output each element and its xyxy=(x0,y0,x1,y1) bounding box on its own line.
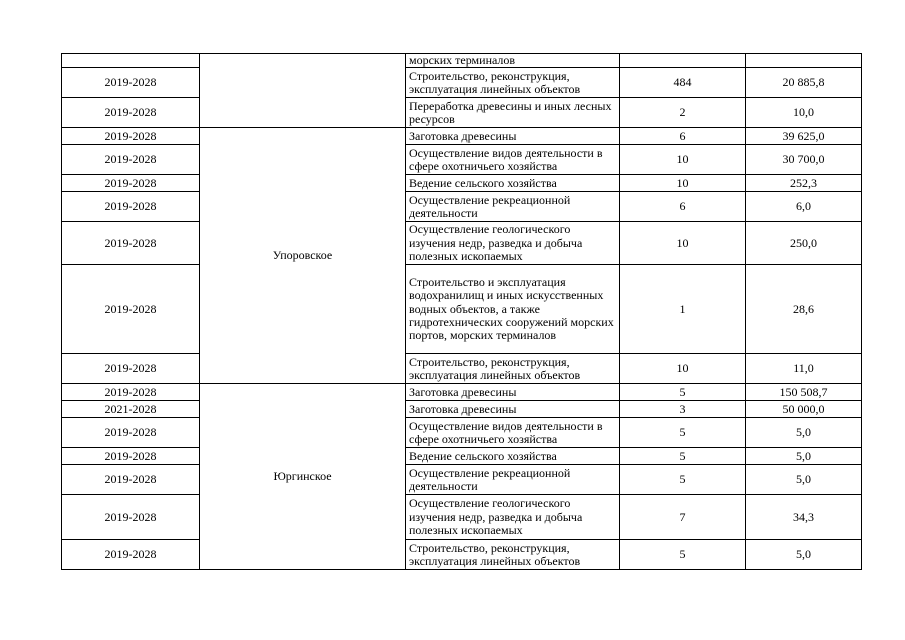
area-cell xyxy=(746,54,862,68)
activity-cell: Ведение сельского хозяйства xyxy=(406,448,620,465)
activity-cell: Строительство и эксплуатация водохранилищ и иных искусственных водных объектов, а также гидротехнических сооружений морских портов, морских терминалов xyxy=(406,265,620,354)
period-cell: 2019-2028 xyxy=(62,540,200,570)
table-row xyxy=(62,495,862,540)
period-cell: 2019-2028 xyxy=(62,384,200,401)
table-row xyxy=(62,354,862,384)
period-cell: 2019-2028 xyxy=(62,495,200,540)
data-table xyxy=(61,53,862,570)
table-row xyxy=(62,68,862,98)
area-cell: 10,0 xyxy=(746,98,862,128)
period-cell: 2019-2028 xyxy=(62,145,200,175)
activity-cell: Строительство, реконструкция, эксплуатация линейных объектов xyxy=(406,354,620,384)
area-cell: 50 000,0 xyxy=(746,401,862,418)
count-cell: 10 xyxy=(620,222,746,265)
area-cell: 5,0 xyxy=(746,465,862,495)
table-row xyxy=(62,192,862,222)
period-cell: 2019-2028 xyxy=(62,465,200,495)
area-cell: 250,0 xyxy=(746,222,862,265)
period-cell: 2019-2028 xyxy=(62,192,200,222)
area-cell: 6,0 xyxy=(746,192,862,222)
activity-cell: Осуществление видов деятельности в сфере охотничьего хозяйства xyxy=(406,418,620,448)
forestry-district-cell xyxy=(200,54,406,128)
area-cell: 39 625,0 xyxy=(746,128,862,145)
activity-cell: Строительство, реконструкция, эксплуатация линейных объектов xyxy=(406,540,620,570)
table-row xyxy=(62,54,862,68)
forestry-district-cell: Упоровское xyxy=(200,128,406,384)
area-cell: 28,6 xyxy=(746,265,862,354)
period-cell: 2019-2028 xyxy=(62,418,200,448)
period-cell: 2019-2028 xyxy=(62,222,200,265)
period-cell: 2019-2028 xyxy=(62,448,200,465)
table-row xyxy=(62,401,862,418)
table-row xyxy=(62,418,862,448)
count-cell: 6 xyxy=(620,192,746,222)
area-cell: 150 508,7 xyxy=(746,384,862,401)
area-cell: 5,0 xyxy=(746,540,862,570)
activity-cell: Осуществление геологического изучения недр, разведка и добыча полезных ископаемых xyxy=(406,222,620,265)
area-cell: 5,0 xyxy=(746,418,862,448)
table-row xyxy=(62,175,862,192)
count-cell: 484 xyxy=(620,68,746,98)
period-cell xyxy=(62,54,200,68)
activity-cell: Осуществление рекреационной деятельности xyxy=(406,465,620,495)
area-cell: 252,3 xyxy=(746,175,862,192)
count-cell: 5 xyxy=(620,540,746,570)
area-cell: 20 885,8 xyxy=(746,68,862,98)
count-cell: 3 xyxy=(620,401,746,418)
forestry-district-cell: Юргинское xyxy=(200,384,406,570)
count-cell: 10 xyxy=(620,175,746,192)
count-cell: 5 xyxy=(620,448,746,465)
count-cell: 6 xyxy=(620,128,746,145)
activity-cell: Осуществление видов деятельности в сфере охотничьего хозяйства xyxy=(406,145,620,175)
table-row xyxy=(62,265,862,354)
area-cell: 30 700,0 xyxy=(746,145,862,175)
activity-cell: Ведение сельского хозяйства xyxy=(406,175,620,192)
table-row xyxy=(62,145,862,175)
activity-cell: Заготовка древесины xyxy=(406,401,620,418)
area-cell: 11,0 xyxy=(746,354,862,384)
table-row xyxy=(62,540,862,570)
table-body xyxy=(62,54,862,570)
count-cell: 2 xyxy=(620,98,746,128)
period-cell: 2019-2028 xyxy=(62,265,200,354)
count-cell: 5 xyxy=(620,418,746,448)
table-row xyxy=(62,384,862,401)
activity-cell: Переработка древесины и иных лесных ресурсов xyxy=(406,98,620,128)
count-cell xyxy=(620,54,746,68)
activity-cell: Заготовка древесины xyxy=(406,128,620,145)
period-cell: 2019-2028 xyxy=(62,68,200,98)
table-row xyxy=(62,448,862,465)
activity-cell: морских терминалов xyxy=(406,54,620,68)
table-row xyxy=(62,98,862,128)
count-cell: 7 xyxy=(620,495,746,540)
count-cell: 5 xyxy=(620,465,746,495)
count-cell: 10 xyxy=(620,145,746,175)
activity-cell: Осуществление геологического изучения недр, разведка и добыча полезных ископаемых xyxy=(406,495,620,540)
count-cell: 5 xyxy=(620,384,746,401)
table-row xyxy=(62,465,862,495)
period-cell: 2019-2028 xyxy=(62,175,200,192)
area-cell: 34,3 xyxy=(746,495,862,540)
table-row xyxy=(62,222,862,265)
count-cell: 10 xyxy=(620,354,746,384)
activity-cell: Заготовка древесины xyxy=(406,384,620,401)
period-cell: 2019-2028 xyxy=(62,128,200,145)
period-cell: 2021-2028 xyxy=(62,401,200,418)
area-cell: 5,0 xyxy=(746,448,862,465)
period-cell: 2019-2028 xyxy=(62,98,200,128)
activity-cell: Осуществление рекреационной деятельности xyxy=(406,192,620,222)
activity-cell: Строительство, реконструкция, эксплуатация линейных объектов xyxy=(406,68,620,98)
count-cell: 1 xyxy=(620,265,746,354)
period-cell: 2019-2028 xyxy=(62,354,200,384)
table-row xyxy=(62,128,862,145)
